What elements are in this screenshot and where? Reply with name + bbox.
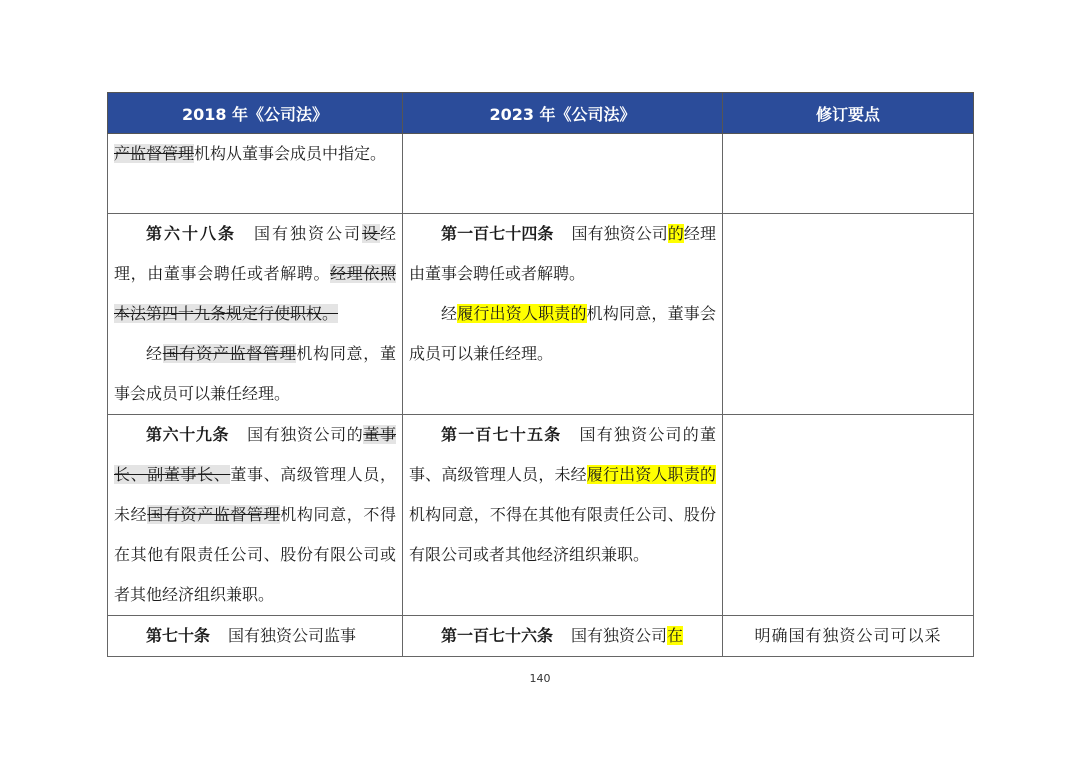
old-law-cell (108, 134, 403, 214)
article-number: 第一百七十五条 (441, 425, 562, 444)
revision-note-text: 明确国有独资公司可以采 (754, 626, 942, 645)
article-number: 第一百七十四条 (441, 224, 554, 243)
new-law-cell (403, 214, 723, 415)
body-text: 经 (441, 304, 458, 323)
deleted-text: 董事长、副董事长、 (114, 425, 396, 484)
old-law-paragraph (114, 334, 396, 414)
table-row (108, 616, 974, 657)
article-number: 第六十八条 (146, 224, 236, 243)
new-law-paragraph (409, 294, 716, 374)
comparison-table (107, 92, 974, 657)
body-text: 机构同意，董事会成员可以兼任经理。 (409, 304, 716, 363)
body-text: 机构从董事会成员中指定。 (194, 144, 387, 163)
body-text: 国有独资公司 (571, 626, 668, 645)
body-text: 机构同意，不得在其他有限责任公司、股份有限公司或者其他经济组织兼职。 (114, 505, 396, 604)
highlighted-text: 履行出资人职责的 (586, 465, 716, 484)
new-law-paragraph (409, 616, 716, 656)
old-law-cell (108, 214, 403, 415)
new-law-cell (403, 134, 723, 214)
table-row (108, 134, 974, 214)
table-row (108, 415, 974, 616)
body-text: 国有独资公司的 (247, 425, 364, 444)
new-law-paragraph (409, 415, 716, 575)
revision-note-cell (723, 616, 974, 657)
article-number: 第一百七十六条 (441, 626, 554, 645)
header-2018-law: 2018 年《公司法》 (108, 93, 403, 134)
highlighted-text: 的 (667, 224, 684, 243)
body-text: 经 (146, 344, 163, 363)
revision-note-cell (723, 134, 974, 214)
header-2023-law: 2023 年《公司法》 (403, 93, 723, 134)
body-text: 董事、高级管理人员，未经 (114, 465, 396, 524)
body-text: 国有独资公司监事 (228, 626, 357, 645)
new-law-cell (403, 415, 723, 616)
revision-note-cell (723, 415, 974, 616)
old-law-paragraph (114, 415, 396, 615)
body-text: 国有独资公司的董事、高级管理人员，未经 (409, 425, 716, 484)
highlighted-text: 履行出资人职责的 (457, 304, 587, 323)
page-number: 140 (529, 672, 551, 685)
article-number: 第七十条 (146, 626, 211, 645)
body-text: 经理，由董事会聘任或者解聘。 (114, 224, 396, 283)
deleted-text: 国有资产监督管理 (147, 505, 281, 524)
table-header-row (108, 93, 974, 134)
body-text: 国有独资公司 (253, 224, 362, 243)
revision-note-cell (723, 214, 974, 415)
deleted-text: 国有资产监督管理 (162, 344, 297, 363)
table-row (108, 214, 974, 415)
article-number: 第六十九条 (146, 425, 230, 444)
old-law-cell (108, 616, 403, 657)
old-law-paragraph (114, 214, 396, 334)
deleted-text: 设 (361, 224, 380, 243)
deleted-text: 产监督管理 (114, 144, 195, 163)
highlighted-text: 在 (667, 626, 684, 645)
old-law-cell (108, 415, 403, 616)
header-revision-points: 修订要点 (723, 93, 974, 134)
new-law-cell (403, 616, 723, 657)
body-text: 国有独资公司 (571, 224, 668, 243)
body-text: 机构同意，不得在其他有限责任公司、股份有限公司或者其他经济组织兼职。 (409, 505, 716, 564)
new-law-paragraph (409, 214, 716, 294)
deleted-text: 经理依照本法第四十九条规定行使职权。 (114, 264, 396, 323)
old-law-paragraph (114, 616, 396, 656)
old-law-paragraph (114, 134, 396, 174)
body-text: 机构同意，董事会成员可以兼任经理。 (114, 344, 396, 403)
body-text: 经理由董事会聘任或者解聘。 (409, 224, 716, 283)
